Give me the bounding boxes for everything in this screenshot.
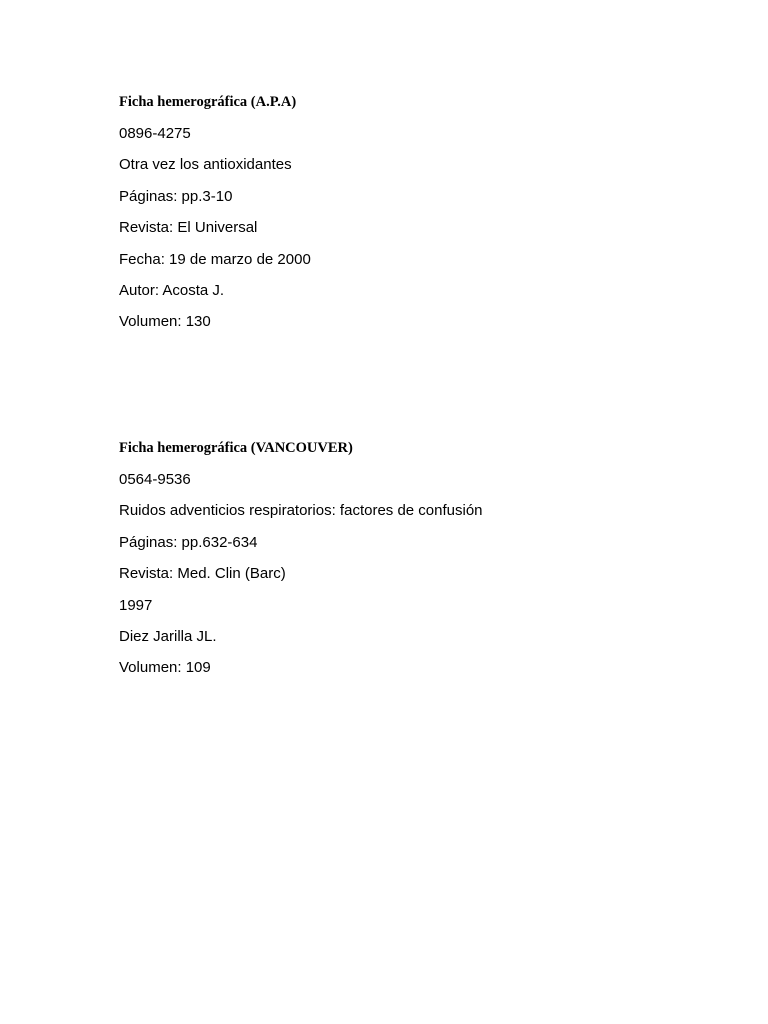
vancouver-heading: Ficha hemerográfica (VANCOUVER) — [119, 440, 353, 456]
vancouver-issn: 0564-9536 — [119, 471, 191, 488]
apa-volume: Volumen: 130 — [119, 313, 211, 331]
vancouver-volume: Volumen: 109 — [119, 659, 211, 677]
apa-journal: Revista: El Universal — [119, 219, 258, 237]
apa-title: Otra vez los antioxidantes — [119, 156, 292, 174]
apa-issn: 0896-4275 — [119, 125, 191, 142]
vancouver-journal: Revista: Med. Clin (Barc) — [119, 565, 286, 583]
apa-heading: Ficha hemerográfica (A.P.A) — [119, 94, 297, 110]
apa-pages: Páginas: pp.3-10 — [119, 187, 233, 205]
vancouver-year: 1997 — [119, 596, 153, 614]
apa-author: Autor: Acosta J. — [119, 281, 225, 299]
apa-date: Fecha: 19 de marzo de 2000 — [119, 250, 311, 268]
vancouver-pages: Páginas: pp.632-634 — [119, 533, 258, 551]
vancouver-title: Ruidos adventicios respiratorios: factores de confusión — [119, 502, 483, 520]
vancouver-citation-card — [119, 440, 719, 677]
vancouver-author: Diez Jarilla JL. — [119, 627, 217, 645]
apa-citation-card — [119, 94, 719, 331]
